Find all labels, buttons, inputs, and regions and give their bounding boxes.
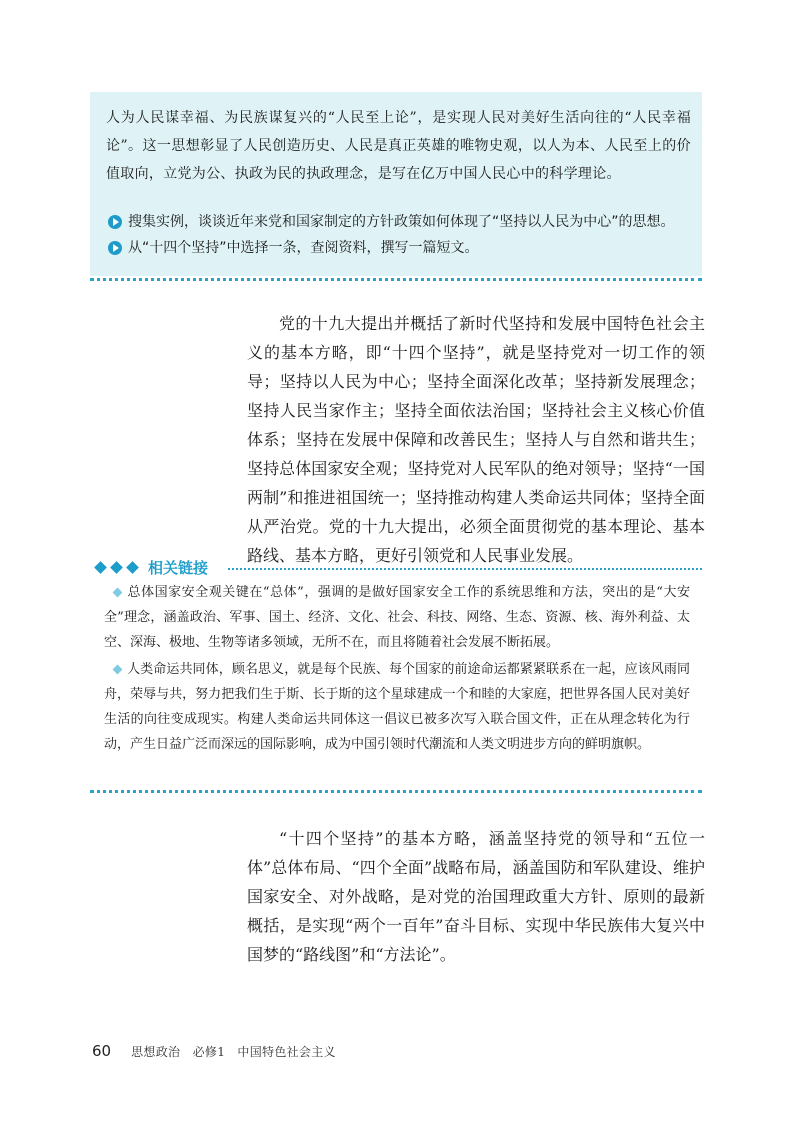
bullet-diamond-icon [113,664,123,674]
paragraph-text: “十四个坚持”的基本方略，涵盖坚持党的领导和“五位一体”总体布局、“四个全面”战略布局，涵盖国防和军队建设、维护国家安全、对外战略，是对党的治国理政重大方针、原则的最新概括，是实现“两个一百年”奋斗目标、实现中华民族伟大复兴中国梦的“路线图”和“方法论”。 [247,829,705,964]
task-text: 从“十四个坚持”中选择一条，查阅资料，撰写一篇短文。 [128,240,479,256]
diamond-icon [126,561,139,574]
related-links-body [104,580,690,759]
related-link-item [104,657,690,757]
diamond-icon [94,561,107,574]
related-link-item [104,580,690,655]
section-divider [90,790,702,793]
page-number: 60 [92,1042,112,1060]
related-link-text: 总体国家安全观关键在“总体”，强调的是做好国家安全工作的系统思维和方法，突出的是“大安全”理念，涵盖政治、军事、国土、经济、文化、社会、科技、网络、生态、资源、核、海外利益、太空、深海、极地、生物等诸多领域，无所不在，而且将随着社会发展不断拓展。 [104,585,690,650]
task-list [108,209,698,261]
main-paragraph-1 [247,309,705,570]
play-arrow-icon [108,241,122,255]
inquiry-text: 人为人民谋幸福、为民族谋复兴的“人民至上论”，是实现人民对美好生活向往的“人民幸福论”。这一思想彰显了人民创造历史、人民是真正英雄的唯物史观，以人为本、人民至上的价值取向，立党为公、执政为民的执政理念，是写在亿万中国人民心中的科学理论。 [106,110,691,182]
section-divider [90,278,702,281]
page-footer [92,1039,336,1063]
related-links-header [96,557,208,577]
header-dotted-rule [228,568,702,570]
task-item [108,209,698,235]
bullet-diamond-icon [113,587,123,597]
play-arrow-icon [108,215,122,229]
main-paragraph-2 [247,824,705,969]
diamond-icon [110,561,123,574]
book-title: 思想政治 必修1 中国特色社会主义 [131,1044,336,1059]
paragraph-text: 党的十九大提出并概括了新时代坚持和发展中国特色社会主义的基本方略，即“十四个坚持”，就是坚持党对一切工作的领导；坚持以人民为中心；坚持全面深化改革；坚持新发展理念；坚持人民当家作主；坚持全面依法治国；坚持社会主义核心价值体系；坚持在发展中保障和改善民生；坚持人与自然和谐共生；坚持总体国家安全观；坚持党对人民军队的绝对领导；坚持“一国两制”和推进祖国统一；坚持推动构建人类命运共同体；坚持全面从严治党。党的十九大提出，必须全面贯彻党的基本理论、基本路线、基本方略，更好引领党和人民事业发展。 [247,314,705,565]
related-links-title: 相关链接 [148,558,209,577]
task-text: 搜集实例，谈谈近年来党和国家制定的方针政策如何体现了“坚持以人民为中心”的思想。 [128,214,675,230]
task-item [108,235,698,261]
related-link-text: 人类命运共同体，顾名思义，就是每个民族、每个国家的前途命运都紧紧联系在一起，应该风雨同舟，荣辱与共，努力把我们生于斯、长于斯的这个星球建成一个和睦的大家庭，把世界各国人民对美好生活的向往变成现实。构建人类命运共同体这一倡议已被多次写入联合国文件，正在从理念转化为行动，产生日益广泛而深远的国际影响，成为中国引领时代潮流和人类文明进步方向的鲜明旗帜。 [104,662,690,752]
